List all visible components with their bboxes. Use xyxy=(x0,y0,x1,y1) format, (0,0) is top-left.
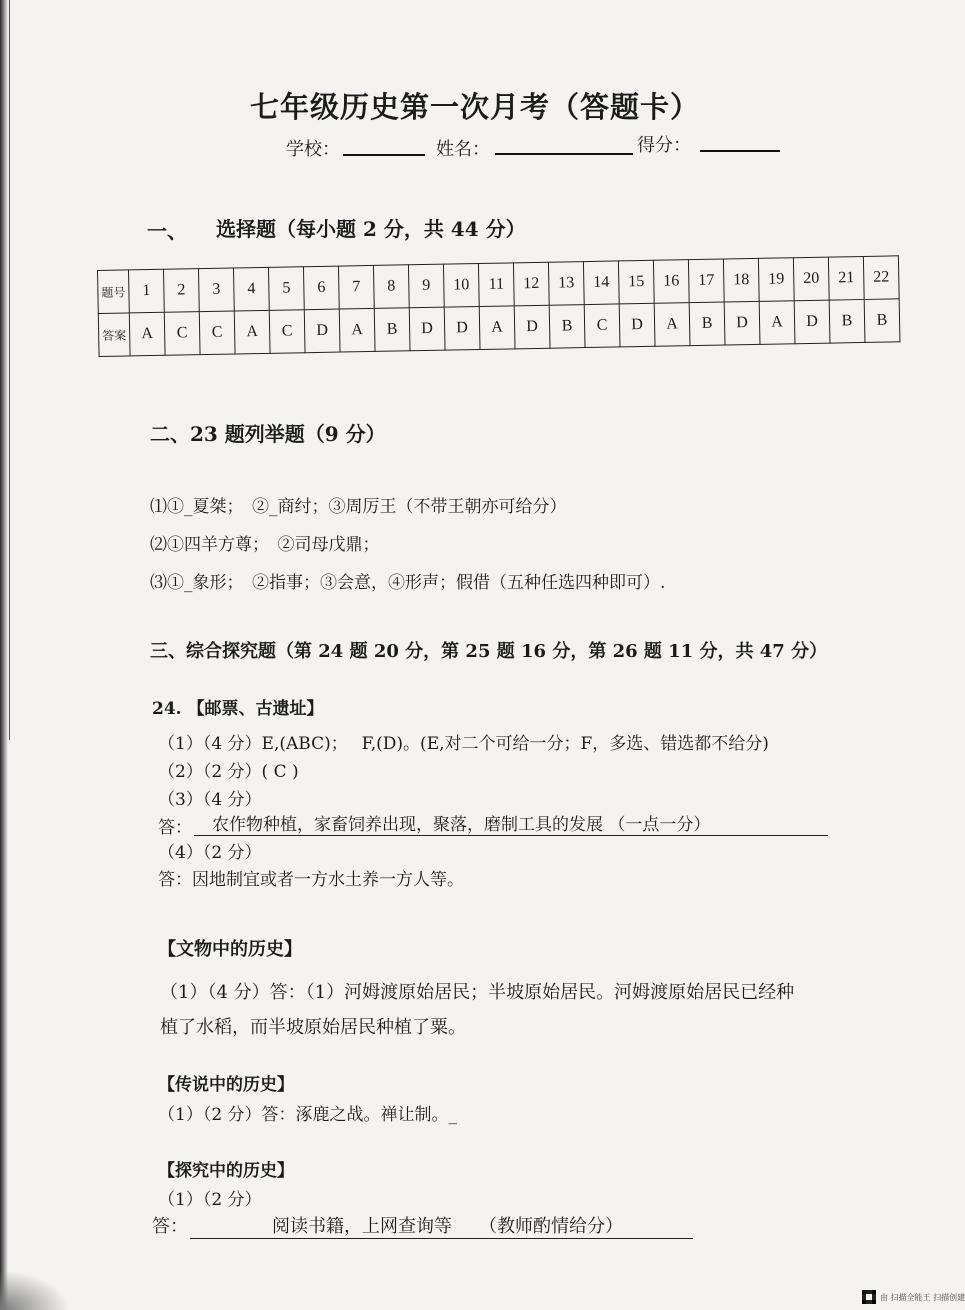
scanner-footer: 由 扫描全能王 扫描创建 xyxy=(880,1293,965,1302)
scan-edge-line xyxy=(9,0,10,740)
answer-cell-18: D xyxy=(724,301,760,345)
school-label: 学校： xyxy=(286,139,340,160)
q24-answer3-label: 答： xyxy=(158,818,192,838)
question-number-4: 4 xyxy=(233,267,269,311)
question-number-7: 7 xyxy=(338,265,374,309)
row-label-answer: 答案 xyxy=(98,313,130,357)
answer-cell-20: D xyxy=(794,300,830,344)
question-number-3: 3 xyxy=(198,268,234,312)
answer-cell-6: D xyxy=(304,309,340,353)
question-number-1: 1 xyxy=(129,269,165,313)
section2-line-2: ⑵①四羊方尊； ②司母戊鼎； xyxy=(150,535,380,555)
q24-answer3: 农作物种植，家畜饲养出现，聚落，磨制工具的发展 （一点一分） xyxy=(194,810,828,836)
answer-cell-8: B xyxy=(374,308,410,352)
section2-line-3: ⑶①_象形； ②指事；③会意，④形声；假借（五种任选四种即可）. xyxy=(150,573,666,593)
name-field[interactable] xyxy=(495,137,633,155)
answer-cell-19: A xyxy=(759,301,795,345)
explore-line-1: （1）（2 分） xyxy=(158,1190,262,1210)
answer-cell-22: B xyxy=(864,299,900,343)
name-label: 姓名： xyxy=(436,139,490,160)
answer-cell-13: B xyxy=(549,305,585,349)
section1-heading: 选择题（每小题 2 分，共 44 分） xyxy=(216,217,526,241)
question-number-18: 18 xyxy=(723,258,759,302)
section1-number: 一、 xyxy=(147,219,187,243)
question-number-11: 11 xyxy=(478,263,514,307)
question-number-22: 22 xyxy=(863,256,899,300)
answer-cell-2: C xyxy=(164,312,200,356)
scan-smudge xyxy=(0,1270,70,1310)
explore-answer-label: 答： xyxy=(152,1216,188,1237)
legend-section-title: 【传说中的历史】 xyxy=(158,1075,294,1095)
question-number-20: 20 xyxy=(793,257,829,301)
question-number-2: 2 xyxy=(163,269,199,313)
q24-answer4: 答：因地制宜或者一方水土养一方人等。 xyxy=(158,870,464,890)
relic-line-1: （1）（4 分）答：（1）河姆渡原始居民；半坡原始居民。河姆渡原始居民已经种 xyxy=(160,982,795,1003)
section2-heading: 二、23 题列举题（9 分） xyxy=(150,422,386,446)
question-number-14: 14 xyxy=(583,261,619,305)
question-number-19: 19 xyxy=(758,258,794,302)
answer-cell-7: A xyxy=(339,308,375,352)
page-title: 七年级历史第一次月考（答题卡） xyxy=(250,90,701,124)
answer-cell-9: D xyxy=(409,307,445,351)
q24-line-1: （1）（4 分）E,(ABC)； F,(D)。(E,对二个可给一分；F，多选、错选都不给分) xyxy=(158,734,769,754)
section2-line-1: ⑴①_夏桀； ②_商纣；③周厉王（不带王朝亦可给分） xyxy=(150,497,567,517)
q24-line-2: （2）（2 分）( C ) xyxy=(158,762,299,782)
answer-cell-10: D xyxy=(444,307,480,351)
answer-cell-4: A xyxy=(234,310,270,354)
question-number-12: 12 xyxy=(513,262,549,306)
answer-cell-3: C xyxy=(199,311,235,355)
school-field[interactable] xyxy=(343,138,425,156)
question-number-9: 9 xyxy=(408,264,444,308)
answer-cell-14: C xyxy=(584,304,620,348)
scan-edge-shadow xyxy=(0,0,8,1310)
score-label: 得分： xyxy=(637,135,691,156)
question-number-6: 6 xyxy=(303,266,339,310)
q24-title: 24. 【邮票、古遗址】 xyxy=(152,699,324,719)
section3-heading: 三、综合探究题（第 24 题 20 分，第 25 题 16 分，第 26 题 11 分，共 47 分） xyxy=(150,641,828,662)
question-number-16: 16 xyxy=(653,260,689,304)
question-number-17: 17 xyxy=(688,259,724,303)
question-number-21: 21 xyxy=(828,256,864,300)
answer-cell-21: B xyxy=(829,299,865,343)
score-field[interactable] xyxy=(700,134,780,152)
answer-cell-16: A xyxy=(654,303,690,347)
question-number-10: 10 xyxy=(443,264,479,308)
answer-cell-17: B xyxy=(689,302,725,346)
explore-answer: 阅读书籍，上网查询等 （教师酌情给分） xyxy=(190,1212,693,1239)
question-number-8: 8 xyxy=(373,265,409,309)
q24-line-3: （3）（4 分） xyxy=(158,790,262,810)
legend-line-1: （1）（2 分）答：涿鹿之战。禅让制。_ xyxy=(158,1105,458,1125)
question-number-15: 15 xyxy=(618,260,654,304)
relic-section-title: 【文物中的历史】 xyxy=(158,939,302,960)
answer-cell-1: A xyxy=(129,312,165,356)
relic-line-2: 植了水稻，而半坡原始居民种植了粟。 xyxy=(160,1017,466,1038)
answer-table xyxy=(97,255,900,357)
question-number-5: 5 xyxy=(268,267,304,311)
answer-cell-5: C xyxy=(269,310,305,354)
row-label-question: 题号 xyxy=(98,270,130,314)
q24-line-4: （4）（2 分） xyxy=(158,843,262,863)
qr-code-icon xyxy=(862,1290,876,1304)
explore-section-title: 【探究中的历史】 xyxy=(158,1161,294,1181)
answer-cell-15: D xyxy=(619,303,655,347)
question-number-13: 13 xyxy=(548,262,584,306)
answer-cell-12: D xyxy=(514,305,550,349)
answer-cell-11: A xyxy=(479,306,515,350)
